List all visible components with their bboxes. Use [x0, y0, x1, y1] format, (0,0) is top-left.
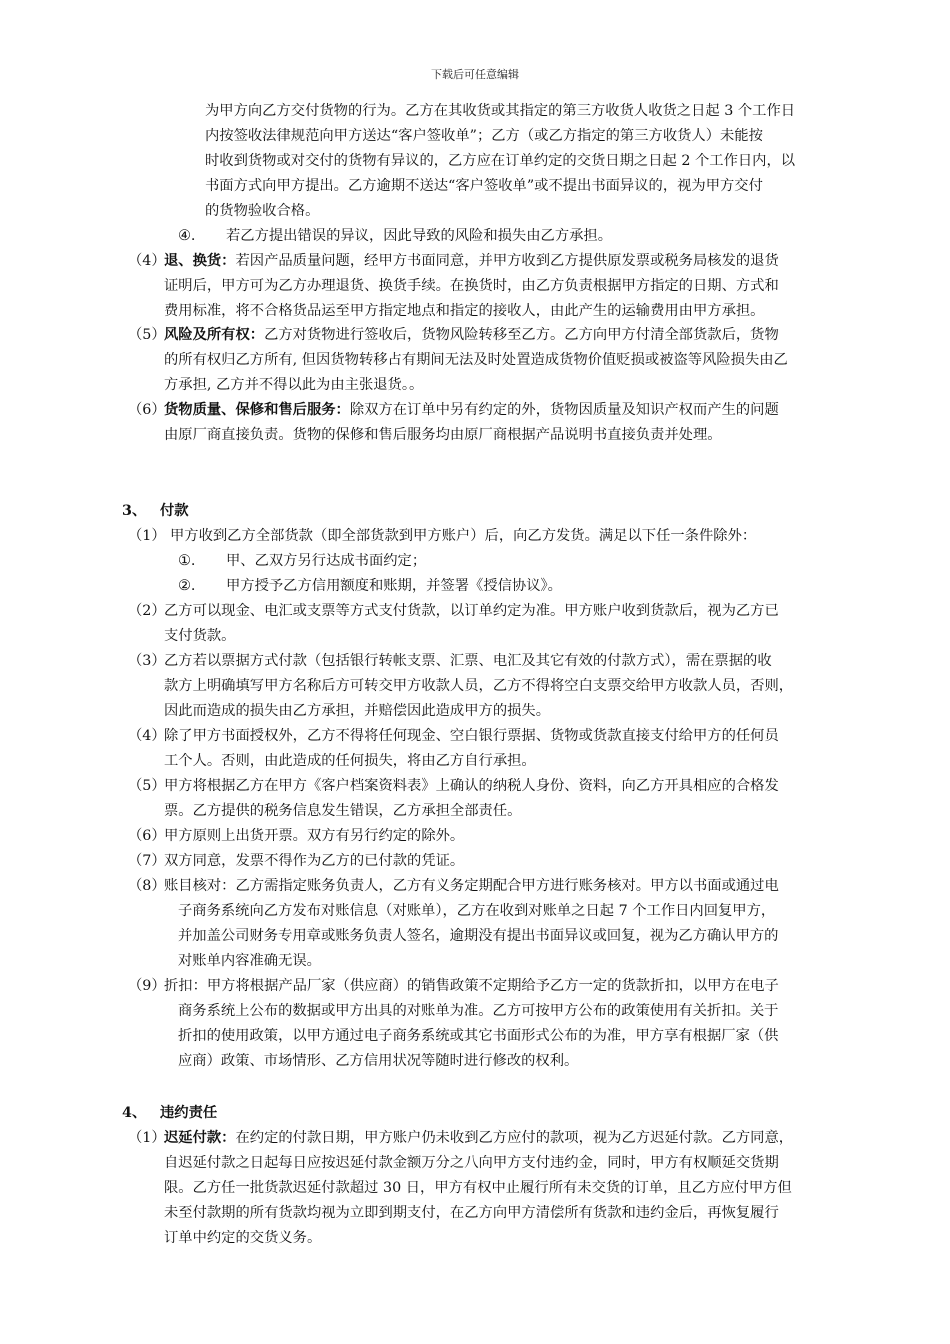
clause-line: 未至付款期的所有货款均视为立即到期支付，在乙方向甲方清偿所有货款和违约金后，再恢复履行: [164, 1205, 779, 1221]
clause-line: 证明后，甲方可为乙方办理退货、换货手续。在换货时，由乙方负责根据甲方指定的日期、方式和: [164, 278, 779, 294]
clause-line: 方承担, 乙方并不得以此为由主张退货。。: [164, 377, 424, 393]
clause-number: （3）: [128, 653, 166, 669]
clause-line: 的所有权归乙方所有, 但因货物转移占有期间无法及时处置造成货物价值贬损或被盗等风险损失由乙: [164, 352, 788, 368]
clause-line: 乙方若以票据方式付款（包括银行转帐支票、汇票、电汇及其它有效的付款方式），需在票据的收: [164, 653, 772, 669]
clause-number: （9）: [128, 978, 166, 994]
clause-line: 账目核对：乙方需指定账务负责人，乙方有义务定期配合甲方进行账务核对。甲方以书面或通过电: [164, 878, 779, 894]
clause-line: 自迟延付款之日起每日应按迟延付款金额万分之八向甲方支付违约金，同时，甲方有权顺延交货期: [164, 1155, 779, 1171]
paragraph-line: 内按签收法律规范向甲方送达“客户签收单”；乙方（或乙方指定的第三方收货人）未能按: [205, 128, 763, 144]
clause-line: 折扣的使用政策，以甲方通过电子商务系统或其它书面形式公布的为准，甲方享有根据厂家（供: [178, 1028, 779, 1044]
clause-number: （5）: [128, 327, 166, 343]
clause-title: 货物质量、保修和售后服务：: [164, 402, 350, 418]
section-number: 3、: [122, 503, 147, 519]
list-item-text: 甲、乙双方另行达成书面约定；: [226, 553, 427, 569]
clause-line: 工个人。否则，由此造成的任何损失，将由乙方自行承担。: [164, 753, 536, 769]
clause-title: 风险及所有权：: [164, 327, 265, 343]
clause-number: （5）: [128, 778, 166, 794]
paragraph-line: 时收到货物或对交付的货物有异议的，乙方应在订单约定的交货日期之日起 2 个工作日内，以: [205, 153, 796, 169]
clause-number: （4）: [128, 728, 166, 744]
clause-line: 双方同意，发票不得作为乙方的已付款的凭证。: [164, 853, 465, 869]
clause-line: [164, 399, 779, 421]
clause-line: 折扣：甲方将根据产品厂家（供应商）的销售政策不定期给予乙方一定的货款折扣，以甲方在电子: [164, 978, 779, 994]
paragraph-line: 为甲方向乙方交付货物的行为。乙方在其收货或其指定的第三方收货人收货之日起 3 个工作日: [205, 103, 796, 119]
clause-line: [164, 250, 779, 272]
clause-line: 甲方收到乙方全部货款（即全部货款到甲方账户）后，向乙方发货。满足以下任一条件除外：: [170, 528, 757, 544]
page-header: 下载后可任意编辑: [431, 68, 519, 81]
clause-line: 限。乙方任一批货款迟延付款超过 30 日，甲方有权中止履行所有未交货的订单，且乙方应付甲方但: [164, 1180, 792, 1196]
clause-line: 子商务系统向乙方发布对账信息（对账单），乙方在收到对账单之日起 7 个工作日内回复甲方，: [178, 903, 776, 919]
clause-line: 商务系统上公布的数据或甲方出具的对账单为准。乙方可按甲方公布的政策使用有关折扣。关于: [178, 1003, 779, 1019]
clause-line: 对账单内容准确无误。: [178, 953, 321, 969]
clause-number: （1）: [128, 528, 166, 544]
clause-number: （4）: [128, 253, 166, 269]
section-number: 4、: [122, 1105, 147, 1121]
clause-line: 票。乙方提供的税务信息发生错误，乙方承担全部责任。: [164, 803, 522, 819]
clause-number: （6）: [128, 402, 166, 418]
list-item-text: 甲方授予乙方信用额度和账期，并签署《授信协议》。: [226, 578, 562, 594]
clause-line: 支付货款。: [164, 628, 236, 644]
clause-line: 订单中约定的交货义务。: [164, 1230, 322, 1246]
clause-line: 费用标准，将不合格货品运至甲方指定地点和指定的接收人，由此产生的运输费用由甲方承担。: [164, 303, 765, 319]
clause-text: 除双方在订单中另有约定的外，货物因质量及知识产权而产生的问题: [349, 402, 779, 418]
clause-number: （6）: [128, 828, 166, 844]
paragraph-line: 的货物验收合格。: [205, 203, 320, 219]
clause-line: 甲方原则上出货开票。双方有另行约定的除外。: [164, 828, 465, 844]
clause-title: 退、换货：: [164, 253, 236, 269]
clause-line: 款方上明确填写甲方名称后方可转交甲方收款人员，乙方不得将空白支票交给甲方收款人员，否则，: [164, 678, 794, 694]
clause-line: 乙方可以现金、电汇或支票等方式支付货款，以订单约定为准。甲方账户收到货款后，视为乙方已: [164, 603, 779, 619]
list-number: ①.: [178, 553, 196, 569]
list-number: ②.: [178, 578, 196, 594]
clause-line: 甲方将根据乙方在甲方《客户档案资料表》上确认的纳税人身份、资料，向乙方开具相应的合格发: [164, 778, 779, 794]
list-item-text: 若乙方提出错误的异议，因此导致的风险和损失由乙方承担。: [226, 228, 613, 244]
clause-number: （7）: [128, 853, 166, 869]
clause-line: 由原厂商直接负责。货物的保修和售后服务均由原厂商根据产品说明书直接负责并处理。: [164, 427, 722, 443]
clause-number: （2）: [128, 603, 166, 619]
section-title: 付款: [160, 503, 189, 519]
clause-line: [164, 1127, 793, 1149]
clause-line: 除了甲方书面授权外，乙方不得将任何现金、空白银行票据、货物或货款直接支付给甲方的任何员: [164, 728, 779, 744]
list-number: ④.: [178, 228, 196, 244]
clause-text: 乙方对货物进行签收后，货物风险转移至乙方。乙方向甲方付清全部货款后，货物: [264, 327, 779, 343]
paragraph-line: 书面方式向甲方提出。乙方逾期不送达“客户签收单”或不提出书面异议的，视为甲方交付: [205, 178, 763, 194]
clause-line: 应商）政策、市场情形、乙方信用状况等随时进行修改的权利。: [178, 1053, 579, 1069]
clause-line: 并加盖公司财务专用章或账务负责人签名，逾期没有提出书面异议或回复，视为乙方确认甲方的: [178, 928, 779, 944]
clause-title: 迟延付款：: [164, 1130, 236, 1146]
section-title: 违约责任: [160, 1105, 218, 1121]
clause-line: [164, 324, 779, 346]
clause-line: 因此而造成的损失由乙方承担，并赔偿因此造成甲方的损失。: [164, 703, 551, 719]
clause-number: （1）: [128, 1130, 166, 1146]
clause-number: （8）: [128, 878, 166, 894]
clause-text: 若因产品质量问题，经甲方书面同意，并甲方收到乙方提供原发票或税务局核发的退货: [235, 253, 779, 269]
clause-text: 在约定的付款日期，甲方账户仍未收到乙方应付的款项，视为乙方迟延付款。乙方同意，: [235, 1130, 794, 1146]
